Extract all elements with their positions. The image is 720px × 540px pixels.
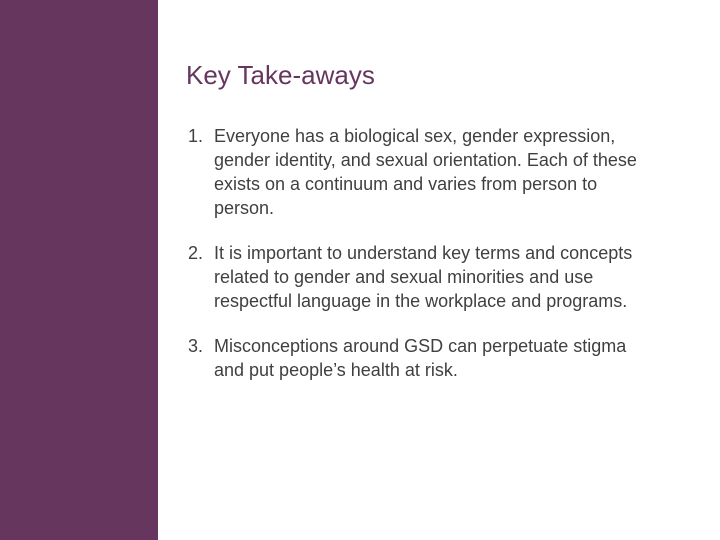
item-number: 2. [188, 243, 204, 263]
slide-title: Key Take-aways [186, 60, 375, 90]
item-number: 3. [188, 336, 204, 356]
list-item [188, 241, 638, 313]
item-text: Misconceptions around GSD can perpetuate stigma and put people’s health at risk. [214, 336, 627, 380]
side-color-band [0, 0, 158, 540]
list-item [188, 334, 638, 382]
item-text: Everyone has a biological sex, gender expression, gender identity, and sexual orientation. Each of these exists on a continuum and varies from person to person. [214, 126, 637, 218]
item-number: 1. [188, 126, 204, 146]
item-text: It is important to understand key terms and concepts related to gender and sexual minorities and use respectful language in the workplace and programs. [214, 243, 633, 311]
list-item [188, 124, 638, 220]
takeaways-list [188, 124, 638, 403]
